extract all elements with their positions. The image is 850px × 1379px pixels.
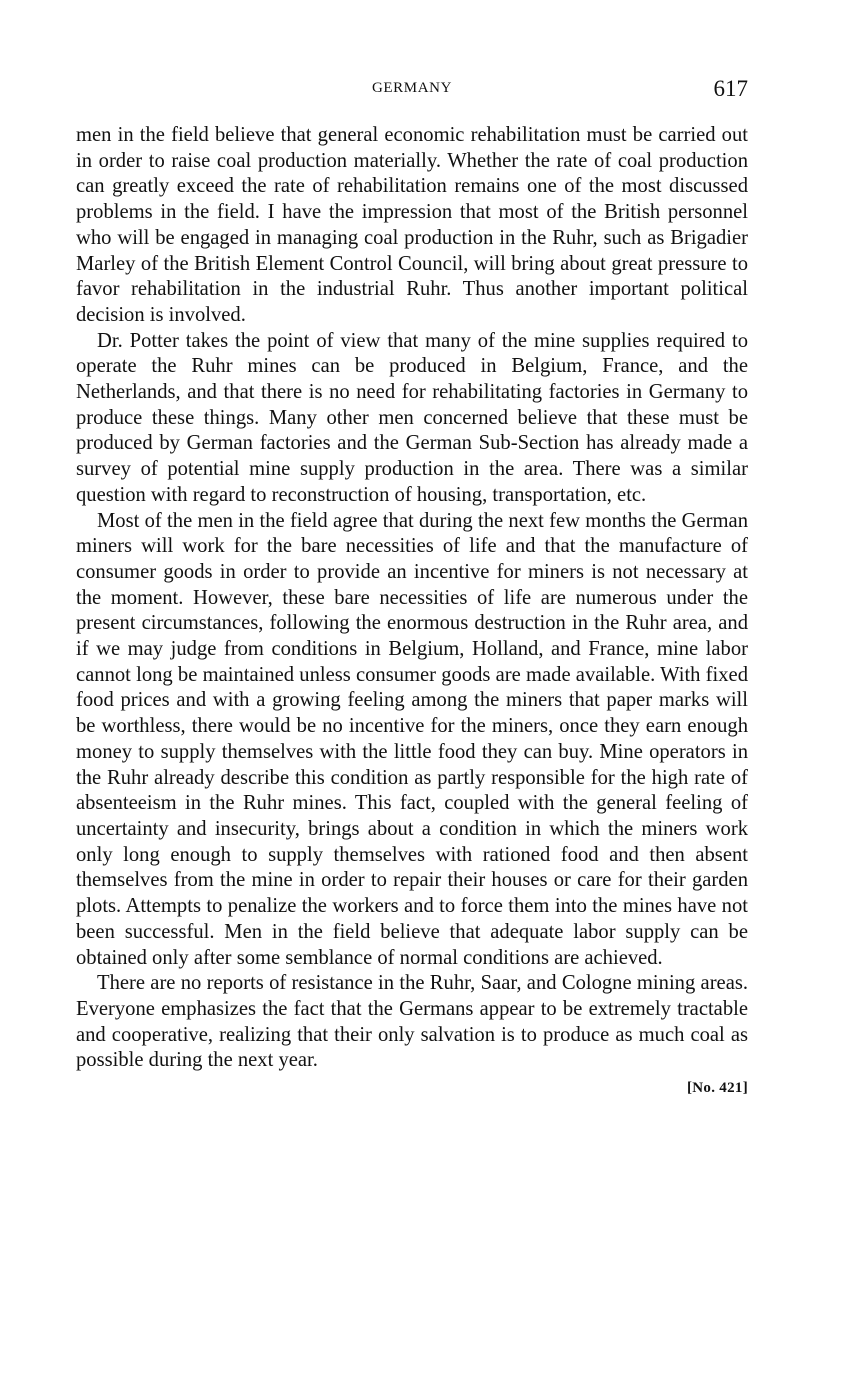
running-title: GERMANY	[371, 80, 453, 96]
paragraph-continued: men in the field believe that general economic rehabilitation must be carried out in order to raise coal production materially. Whether the rate of coal production can greatly exceed the rate of rehabilitation remains one of the most discussed problems in the field. I have the impression that most of the British personnel who will be engaged in managing coal production in the Ruhr, such as Brigadier Marley of the British Element Control Council, will bring about great pressure to favor rehabilitation in the industrial Ruhr. Thus another important political decision is involved.	[76, 124, 748, 326]
document-page	[76, 76, 748, 1097]
body-text	[76, 123, 748, 1074]
paragraph-miners-incentives: Most of the men in the field agree that during the next few months the German miners will work for the bare necessities of life and that the manufacture of consumer goods in order to provide an incentive for miners is not necessary at the moment. However, these bare necessities of life are numerous under the present circumstances, following the enormous destruction in the Ruhr area, and if we may judge from conditions in Belgium, Holland, and France, mine labor cannot long be maintained unless consumer goods are made available. With fixed food prices and with a growing feeling among the miners that paper marks will be worthless, there would be no incentive for the miners, once they earn enough money to supply themselves with the little food they can buy. Mine operators in the Ruhr already describe this condition as partly responsible for the high rate of absenteeism in the Ruhr mines. This fact, coupled with the general feeling of uncertainty and insecurity, brings about a condition in which the miners work only long enough to supply themselves with rationed food and then absent themselves from the mine in order to repair their houses or care for their garden plots. Attempts to penalize the workers and to force them into the mines have not been successful. Men in the field believe that adequate labor supply can be obtained only after some semblance of normal conditions are achieved.	[76, 509, 748, 969]
document-number: [No. 421]	[686, 1080, 748, 1097]
paragraph-no-resistance: There are no reports of resistance in the Ruhr, Saar, and Cologne mining areas. Everyone emphasizes the fact that the Germans appear to be extremely tractable and cooperative, realizing that their only salvation is to produce as much coal as possible during the next year.	[76, 972, 748, 1072]
paragraph-potter-supplies: Dr. Potter takes the point of view that many of the mine supplies required to operate the Ruhr mines can be produced in Belgium, France, and the Netherlands, and that there is no need for rehabilitating factories in Germany to produce these things. Many other men concerned believe that these must be produced by German factories and the German Sub-Section has already made a survey of potential mine supply production in the area. There was a similar question with regard to reconstruction of housing, transportation, etc.	[76, 329, 748, 506]
page-number: 617	[713, 76, 748, 101]
running-header	[76, 76, 748, 106]
